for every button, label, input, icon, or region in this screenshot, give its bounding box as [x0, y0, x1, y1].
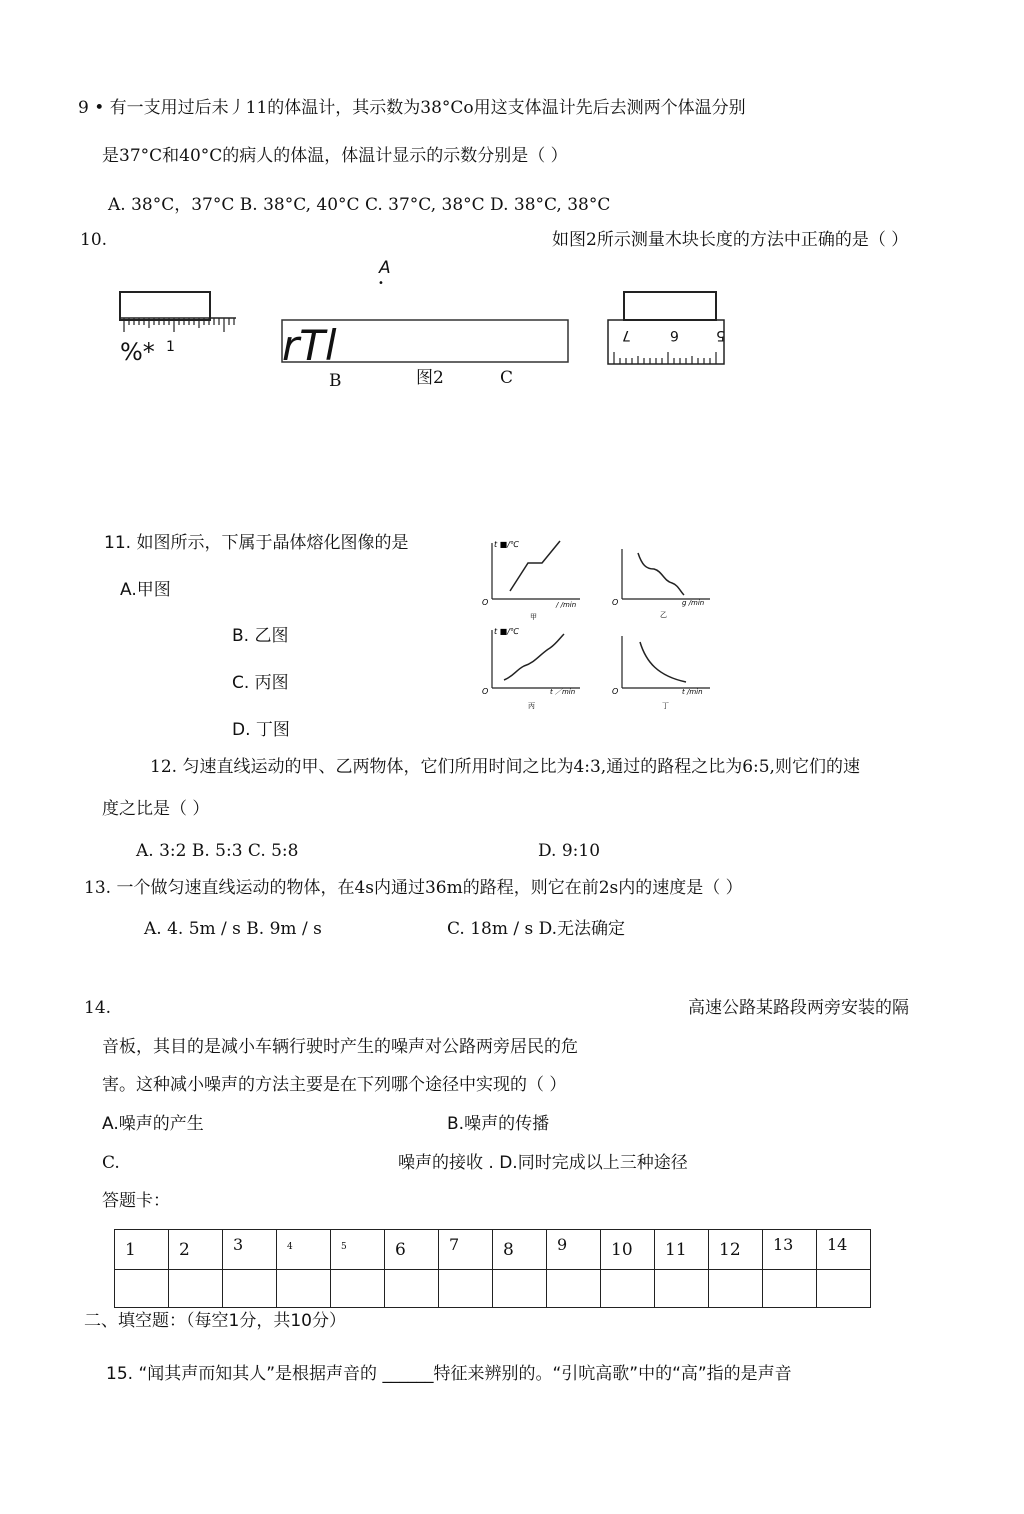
q14-option-a: A.噪声的产生 [102, 1114, 204, 1134]
answer-cell[interactable] [709, 1270, 763, 1308]
q10-label-b: B [329, 371, 342, 391]
q10-figure-a-ocr: %* [120, 338, 155, 366]
q10-figure-a-ocr-number: 1 [166, 339, 175, 355]
q11-graph-xlabel: / /min [556, 601, 577, 609]
q14-line3: 害。这种减小噪声的方法主要是在下列哪个途径中实现的（ ） [102, 1075, 567, 1095]
q11-option-c: C. 丙图 [232, 673, 289, 693]
q12-line1: 12. 匀速直线运动的甲、乙两物体，它们所用时间之比为4:3,通过的路程之比为6:5,则它们的速 [150, 757, 860, 777]
q11-graph-ylabel: t ■/℃ [494, 627, 519, 636]
q14-line2: 音板，其目的是减小车辆行驶时产生的噪声对公路两旁居民的危 [102, 1037, 578, 1057]
q11-graph-jia [480, 535, 590, 625]
answer-number: 11 [655, 1230, 709, 1270]
answer-card-label: 答题卡： [102, 1191, 170, 1211]
q10-stem: 如图2所示测量木块长度的方法中正确的是（ ） [552, 230, 909, 250]
q14-option-c-label: C. [102, 1153, 120, 1173]
q10-ruler-digit: 6 [670, 327, 679, 343]
answer-number: 13 [763, 1230, 817, 1270]
section2-heading: 二、填空题：（每空1分，共10分） [84, 1311, 346, 1331]
q10-figure-b-ocr: rTl [282, 321, 337, 370]
q10-ruler-digit: 5 [716, 327, 725, 343]
q11-graph-origin: O [482, 598, 489, 607]
q9-options: A. 38°C，37°C B. 38°C, 40°C C. 37°C, 38°C D. 38°C, 38°C [108, 195, 611, 215]
q11-graph-ding [610, 622, 720, 712]
q13-stem: 13. 一个做匀速直线运动的物体，在4s内通过36m的路程，则它在前2s内的速度是（ ） [84, 878, 743, 898]
answer-number: 14 [817, 1230, 871, 1270]
answer-cell[interactable] [169, 1270, 223, 1308]
answer-cell[interactable] [331, 1270, 385, 1308]
answer-cell[interactable] [763, 1270, 817, 1308]
q11-graph-xlabel: t /min [682, 688, 703, 696]
q11-graph-xlabel: t ／min [550, 688, 576, 696]
q10-number: 10. [80, 230, 108, 250]
q12-options-abc: A. 3:2 B. 5:3 C. 5:8 [136, 841, 299, 861]
answer-number: 5 [331, 1230, 385, 1270]
q13-options-ab: A. 4. 5m / s B. 9m / s [144, 919, 322, 939]
q15-text: 15. “闻其声而知其人”是根据声音的 ______特征来辨别的。“引吭高歌”中的“高”指的是声音 [106, 1364, 792, 1384]
q11-graph-caption: 丙 [528, 702, 535, 710]
q11-option-b: B. 乙图 [232, 626, 289, 646]
answer-cell[interactable] [115, 1270, 169, 1308]
q11-option-a: A.甲图 [120, 580, 171, 600]
q14-options-cd: 噪声的接收 . D.同时完成以上三种途径 [398, 1153, 688, 1173]
q14-option-b: B.噪声的传播 [447, 1114, 550, 1134]
q9-line1: 9 • 有一支用过后未丿11的体温计，其示数为38°Co用这支体温计先后去测两个体温分别 [78, 98, 746, 118]
answer-cell[interactable] [601, 1270, 655, 1308]
q11-graph-ylabel: t ■/℃ [494, 540, 519, 549]
q11-graph-caption: 甲 [530, 613, 537, 621]
q11-graph-yi [610, 535, 720, 625]
answer-cell[interactable] [277, 1270, 331, 1308]
q9-line2: 是37°C和40°C的病人的体温，体温计显示的示数分别是（ ） [102, 146, 568, 166]
answer-number: 9 [547, 1230, 601, 1270]
answer-cell[interactable] [547, 1270, 601, 1308]
q12-line2: 度之比是（ ） [102, 799, 210, 819]
answer-number: 1 [115, 1230, 169, 1270]
q10-ruler-digit: 7 [622, 327, 631, 343]
answer-cell[interactable] [817, 1270, 871, 1308]
q14-line1: 高速公路某路段两旁安装的隔 [688, 998, 909, 1018]
answer-number: 10 [601, 1230, 655, 1270]
answer-cell[interactable] [493, 1270, 547, 1308]
answer-card-answer-row [115, 1270, 871, 1308]
q11-graph-caption: 丁 [662, 702, 669, 710]
q11-graph-bing [480, 622, 590, 712]
q11-graph-xlabel: g /min [682, 599, 705, 607]
q10-label-a: A [379, 258, 391, 278]
answer-cell[interactable] [655, 1270, 709, 1308]
q11-option-d: D. 丁图 [232, 720, 290, 740]
answer-number: 4 [277, 1230, 331, 1270]
q11-graph-origin: O [482, 687, 489, 696]
answer-card-header-row [115, 1230, 871, 1270]
q10-figure-caption: 图2 [416, 368, 444, 388]
answer-card-table [114, 1229, 871, 1308]
q11-graph-origin: O [612, 687, 619, 696]
answer-cell[interactable] [439, 1270, 493, 1308]
q14-number: 14. [84, 998, 112, 1018]
q11-stem: 11. 如图所示，下属于晶体熔化图像的是 [104, 533, 409, 553]
q11-graph-caption: 乙 [660, 611, 667, 619]
answer-cell[interactable] [385, 1270, 439, 1308]
q10-label-c: C [500, 368, 514, 388]
q11-graph-origin: O [612, 598, 619, 607]
answer-cell[interactable] [223, 1270, 277, 1308]
answer-number: 12 [709, 1230, 763, 1270]
q10-label-a-dot: • [378, 278, 384, 289]
q13-options-cd: C. 18m / s D.无法确定 [447, 919, 626, 939]
answer-number: 8 [493, 1230, 547, 1270]
answer-number: 7 [439, 1230, 493, 1270]
q12-option-d: D. 9:10 [538, 841, 601, 861]
answer-number: 6 [385, 1230, 439, 1270]
answer-number: 2 [169, 1230, 223, 1270]
answer-number: 3 [223, 1230, 277, 1270]
